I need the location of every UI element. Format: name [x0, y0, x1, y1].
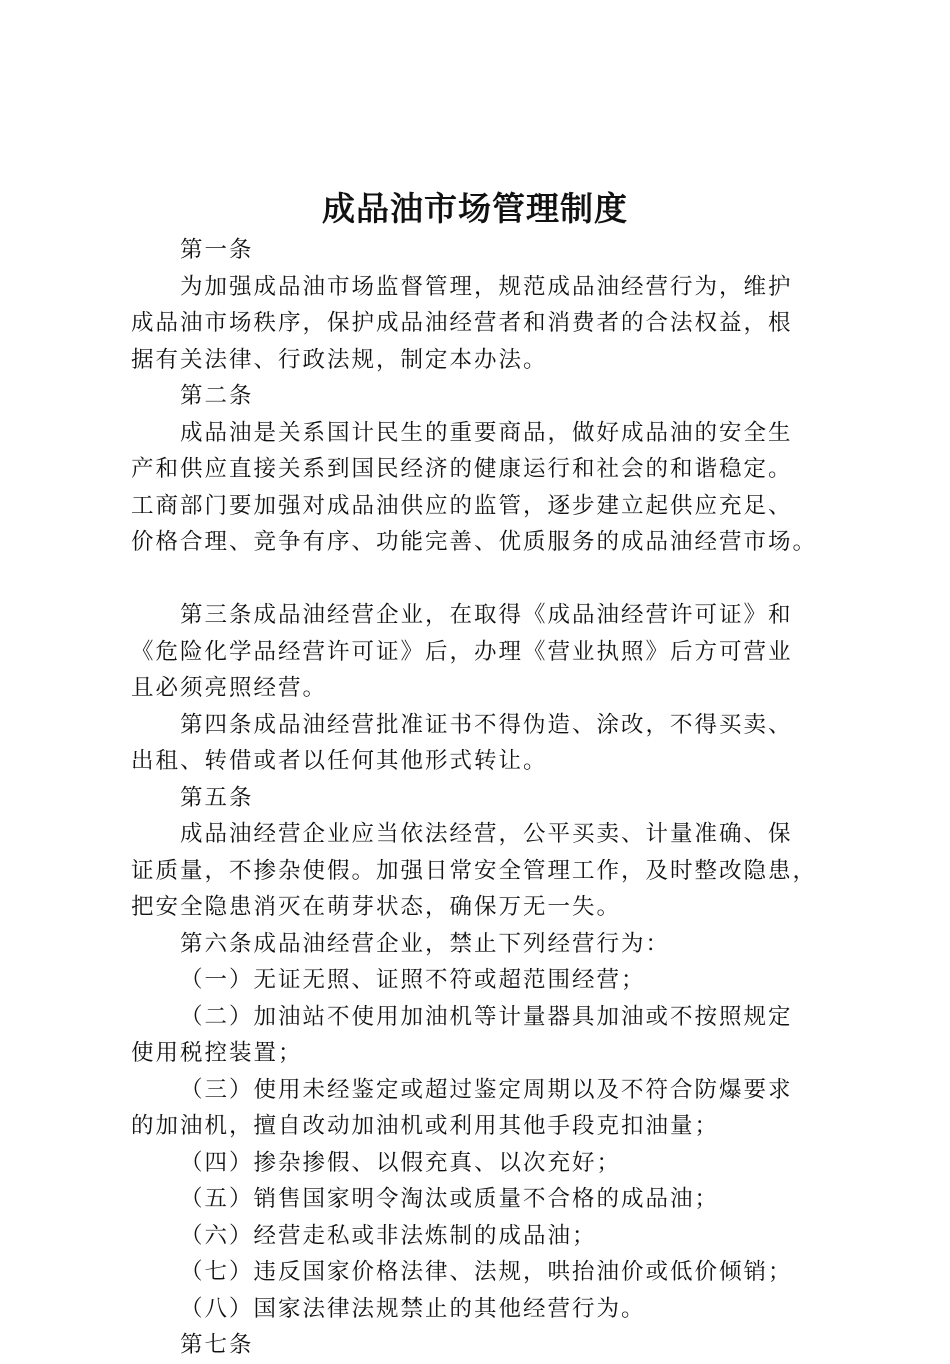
list-item: （七）违反国家价格法律、法规，哄抬油价或低价倾销； [180, 1259, 793, 1285]
paragraph-line: 工商部门要加强对成品油供应的监管，逐步建立起供应充足、 [131, 492, 793, 519]
list-item: （五）销售国家明令淘汰或质量不合格的成品油； [180, 1186, 720, 1212]
paragraph-line: 出租、转借或者以任何其他形式转让。 [131, 748, 548, 774]
list-item-continuation: 的加油机，擅自改动加油机或利用其他手段克扣油量； [131, 1113, 720, 1139]
paragraph-line: 成品油经营企业应当依法经营，公平买卖、计量准确、保 [180, 821, 793, 847]
paragraph-line: 据有关法律、行政法规，制定本办法。 [131, 346, 548, 373]
list-item: （二）加油站不使用加油机等计量器具加油或不按照规定 [180, 1003, 793, 1030]
paragraph-line: 《危险化学品经营许可证》后，办理《营业执照》后方可营业 [131, 638, 793, 665]
list-item: （一）无证无照、证照不符或超范围经营； [180, 967, 646, 993]
document-body [131, 232, 846, 1364]
article-4-line: 第四条成品油经营批准证书不得伪造、涂改，不得买卖、 [180, 711, 793, 738]
list-item: （六）经营走私或非法炼制的成品油； [180, 1222, 597, 1249]
paragraph-line: 产和供应直接关系到国民经济的健康运行和社会的和谐稳定。 [131, 456, 793, 482]
article-7-heading: 第七条 [180, 1332, 254, 1358]
paragraph-line: 且必须亮照经营。 [131, 675, 328, 701]
article-1-heading: 第一条 [180, 237, 254, 263]
list-item: （八）国家法律法规禁止的其他经营行为。 [180, 1295, 646, 1322]
list-item-continuation: 使用税控装置； [131, 1040, 303, 1066]
list-item: （四）掺杂掺假、以假充真、以次充好； [180, 1149, 622, 1176]
paragraph-line: 把安全隐患消灭在萌芽状态，确保万无一失。 [131, 894, 622, 920]
paragraph-line: 价格合理、竞争有序、功能完善、优质服务的成品油经营市场。 [131, 529, 818, 555]
article-5-heading: 第五条 [180, 784, 254, 811]
list-item: （三）使用未经鉴定或超过鉴定周期以及不符合防爆要求 [180, 1076, 793, 1103]
paragraph-line: 为加强成品油市场监督管理，规范成品油经营行为，维护 [180, 273, 793, 300]
paragraph-line: 成品油市场秩序，保护成品油经营者和消费者的合法权益，根 [131, 310, 793, 336]
article-2-heading: 第二条 [180, 383, 254, 409]
blank-line [131, 561, 846, 598]
paragraph-line: 证质量，不掺杂使假。加强日常安全管理工作，及时整改隐患， [131, 857, 818, 884]
article-6-line: 第六条成品油经营企业，禁止下列经营行为： [180, 930, 671, 957]
document-title: 成品油市场管理制度 [322, 189, 628, 228]
paragraph-line: 成品油是关系国计民生的重要商品，做好成品油的安全生 [180, 419, 793, 446]
article-3-line: 第三条成品油经营企业，在取得《成品油经营许可证》和 [180, 602, 793, 628]
